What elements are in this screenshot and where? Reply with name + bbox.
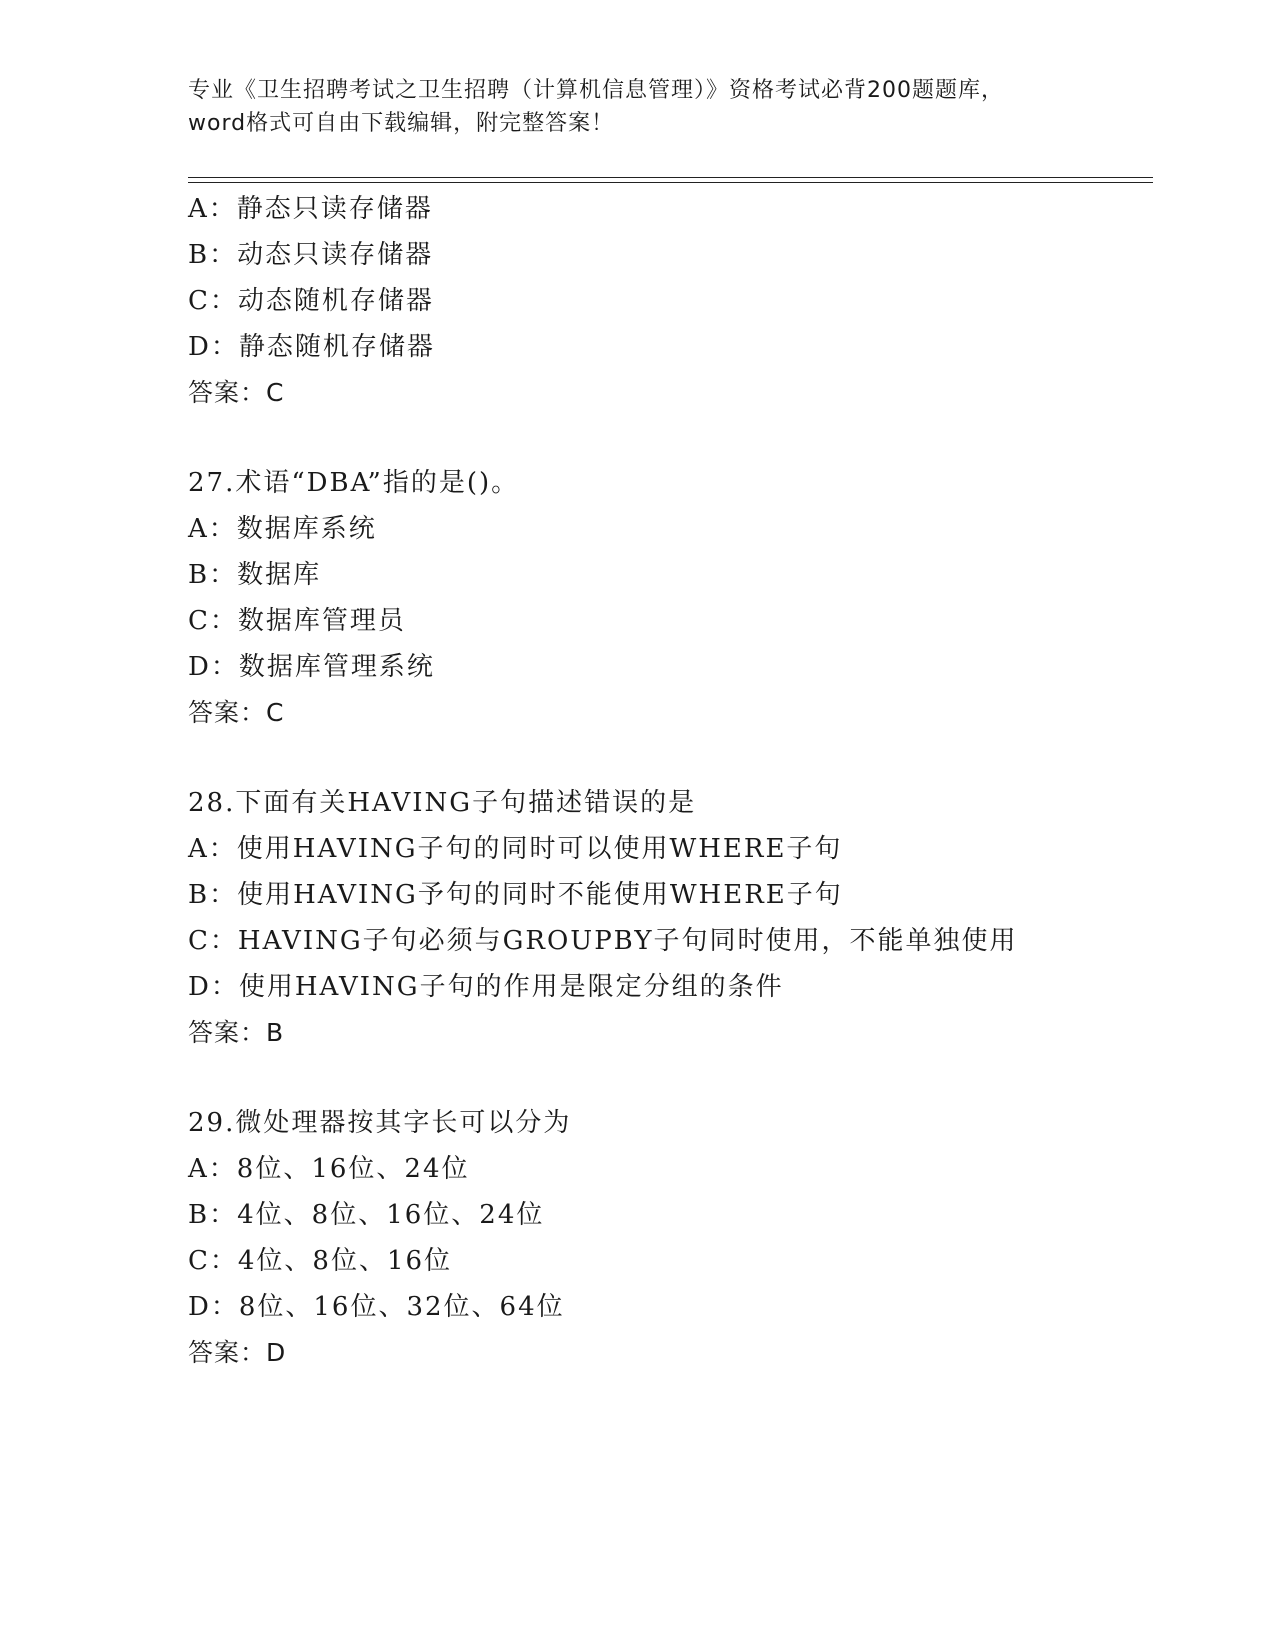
answer-line: 答案：B bbox=[188, 1018, 285, 1047]
question-block bbox=[188, 186, 1153, 416]
header-rule-top bbox=[188, 177, 1153, 178]
document-header bbox=[188, 74, 1088, 140]
option-d: D：使用HAVING子句的作用是限定分组的条件 bbox=[188, 972, 784, 1002]
option-a: A：数据库系统 bbox=[188, 514, 377, 544]
option-b: B：数据库 bbox=[188, 560, 322, 590]
answer-line: 答案：C bbox=[188, 378, 285, 407]
question-block bbox=[188, 1100, 1153, 1376]
option-c: C：4位、8位、16位 bbox=[188, 1246, 453, 1276]
option-d: D：8位、16位、32位、64位 bbox=[188, 1292, 565, 1322]
option-d: D：数据库管理系统 bbox=[188, 652, 435, 682]
option-b: B：使用HAVING予句的同时不能使用WHERE子句 bbox=[188, 880, 843, 910]
question-text: 27.术语“DBA”指的是()。 bbox=[188, 468, 520, 498]
question-block bbox=[188, 460, 1153, 736]
option-c: C：数据库管理员 bbox=[188, 606, 406, 636]
option-c: C：动态随机存储器 bbox=[188, 286, 434, 316]
question-text: 28.下面有关HAVING子句描述错误的是 bbox=[188, 788, 697, 818]
option-c: C：HAVING子句必须与GROUPBY子句同时使用，不能单独使用 bbox=[188, 926, 1018, 956]
option-a: A：8位、16位、24位 bbox=[188, 1154, 470, 1184]
header-rule-bottom bbox=[188, 182, 1153, 183]
option-b: B：4位、8位、16位、24位 bbox=[188, 1200, 545, 1230]
option-a: A：使用HAVING子句的同时可以使用WHERE子句 bbox=[188, 834, 843, 864]
option-a: A：静态只读存储器 bbox=[188, 194, 433, 224]
question-list bbox=[188, 186, 1153, 1376]
question-text: 29.微处理器按其字长可以分为 bbox=[188, 1108, 572, 1138]
answer-line: 答案：D bbox=[188, 1338, 287, 1367]
option-d: D：静态随机存储器 bbox=[188, 332, 435, 362]
answer-line: 答案：C bbox=[188, 698, 285, 727]
header-line-2: word格式可自由下载编辑，附完整答案！ bbox=[188, 111, 615, 136]
option-b: B：动态只读存储器 bbox=[188, 240, 434, 270]
header-line-1: 专业《卫生招聘考试之卫生招聘（计算机信息管理）》资格考试必背200题题库， bbox=[188, 78, 1004, 103]
question-block bbox=[188, 780, 1153, 1056]
